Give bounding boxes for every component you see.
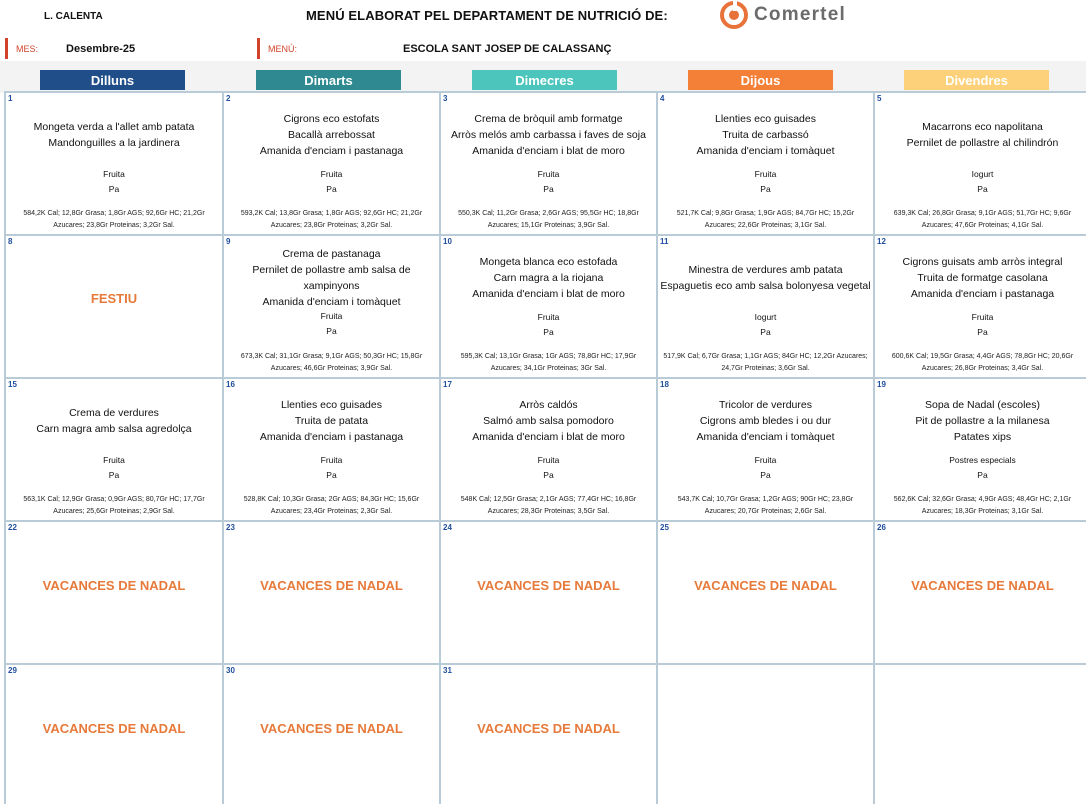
dishes-list bbox=[658, 397, 873, 445]
extra-line: Fruita bbox=[537, 455, 560, 465]
extra-line: Pa bbox=[543, 184, 554, 194]
dish-line: Truita de patata bbox=[294, 415, 369, 427]
extra-line: Pa bbox=[977, 327, 988, 337]
dish-line: Crema de bròquil amb formatge bbox=[474, 113, 623, 125]
extra-line: Pa bbox=[543, 327, 554, 337]
day-number: 3 bbox=[443, 94, 448, 103]
dish-line: Amanida d'enciam i pastanaga bbox=[259, 431, 404, 443]
day-cell bbox=[6, 379, 222, 520]
extras-list bbox=[875, 167, 1086, 197]
day-number: 11 bbox=[660, 237, 669, 246]
extra-line: Fruita bbox=[103, 455, 125, 465]
menu-value: ESCOLA SANT JOSEP DE CALASSANÇ bbox=[403, 42, 612, 55]
day-cell bbox=[224, 665, 439, 806]
dish-line: Amanida d'enciam i tomàquet bbox=[696, 431, 835, 443]
dishes-list bbox=[441, 111, 656, 159]
dishes-list bbox=[224, 246, 439, 310]
menu-label: MENÚ: bbox=[268, 43, 297, 54]
day-cell bbox=[658, 522, 873, 663]
dish-line: Mongeta blanca eco estofada bbox=[479, 256, 618, 268]
day-cell bbox=[224, 522, 439, 663]
day-cell bbox=[441, 665, 656, 806]
dishes-list bbox=[224, 111, 439, 159]
dish-line: Pit de pollastre a la milanesa bbox=[915, 415, 1050, 427]
day-number: 29 bbox=[8, 666, 17, 675]
extra-line: Fruita bbox=[320, 311, 343, 321]
dish-line: Crema de pastanaga bbox=[282, 248, 381, 260]
extra-line: Fruita bbox=[754, 455, 777, 465]
day-header-monday: Dilluns bbox=[40, 70, 185, 90]
dish-line: Pernilet de pollastre amb salsa de bbox=[252, 264, 411, 276]
extra-line: Fruita bbox=[320, 455, 343, 465]
brand-logo bbox=[720, 0, 846, 30]
dish-line: Carn magra a la riojana bbox=[493, 272, 604, 284]
holiday-label: VACANCES DE NADAL bbox=[42, 578, 186, 593]
day-cell bbox=[658, 379, 873, 520]
extras-list bbox=[441, 453, 656, 483]
day-number: 24 bbox=[443, 523, 452, 532]
dish-line: Carn magra amb salsa agredolça bbox=[36, 423, 192, 435]
holiday-label: VACANCES DE NADAL bbox=[260, 721, 403, 736]
dishes-list bbox=[658, 111, 873, 159]
extra-line: Pa bbox=[977, 470, 988, 480]
extra-line: Fruita bbox=[103, 169, 125, 179]
nutrition-info: 593,2K Cal; 13,8Gr Grasa; 1,8Gr AGS; 92,6Gr HC; 21,2Gr Azucares; 23,8Gr Proteinas; 3,2Gr Sal. bbox=[240, 210, 423, 229]
day-cell bbox=[441, 522, 656, 663]
extras-list bbox=[658, 310, 873, 340]
day-cell bbox=[441, 379, 656, 520]
day-cell bbox=[224, 93, 439, 234]
day-cell bbox=[6, 522, 222, 663]
nutrition-info: 528,8K Cal; 10,3Gr Grasa; 2Gr AGS; 84,3Gr HC; 15,6Gr Azucares; 23,4Gr Proteinas; 2,3Gr Sal. bbox=[243, 496, 420, 515]
dish-line: Espaguetis eco amb salsa bolonyesa vegetal bbox=[660, 280, 871, 292]
dishes-list bbox=[6, 405, 222, 437]
dishes-list bbox=[6, 119, 222, 151]
dishes-list bbox=[875, 397, 1086, 445]
dish-line: xampinyons bbox=[303, 280, 360, 292]
dish-line: Amanida d'enciam i blat de moro bbox=[472, 288, 625, 300]
holiday-label: VACANCES DE NADAL bbox=[260, 578, 403, 593]
dish-line: Salmó amb salsa pomodoro bbox=[483, 415, 614, 427]
extra-line: Fruita bbox=[971, 312, 994, 322]
day-number: 18 bbox=[660, 380, 669, 389]
extra-line: Iogurt bbox=[971, 169, 994, 179]
dishes-list bbox=[441, 397, 656, 445]
extra-line: Postres especials bbox=[949, 455, 1016, 465]
extra-line: Fruita bbox=[537, 312, 560, 322]
extra-line: Pa bbox=[760, 470, 771, 480]
extras-list bbox=[224, 167, 439, 197]
dish-line: Cigrons guisats amb arròs integral bbox=[902, 256, 1063, 268]
dish-line: Arròs melós amb carbassa i faves de soja bbox=[451, 129, 646, 141]
month-value: Desembre-25 bbox=[66, 42, 136, 55]
day-cell bbox=[658, 665, 873, 806]
holiday-label: VACANCES DE NADAL bbox=[694, 578, 837, 593]
day-cell bbox=[6, 236, 222, 377]
extras-list bbox=[224, 309, 439, 339]
dish-line: Truita de carbassó bbox=[722, 129, 809, 141]
holiday-label: VACANCES DE NADAL bbox=[42, 721, 186, 736]
dish-line: Truita de formatge casolana bbox=[917, 272, 1048, 284]
day-number: 9 bbox=[226, 237, 231, 246]
school-short-label: L. CALENTA bbox=[44, 11, 103, 22]
nutrition-info: 563,1K Cal; 12,9Gr Grasa; 0,9Gr AGS; 80,7Gr HC; 17,7Gr Azucares; 25,6Gr Proteinas; 2,9Gr Sal. bbox=[23, 496, 205, 515]
extra-line: Iogurt bbox=[754, 312, 777, 322]
dish-line: Amanida d'enciam i tomàquet bbox=[696, 145, 835, 157]
extras-list bbox=[6, 167, 222, 197]
day-number: 8 bbox=[8, 237, 13, 246]
extra-line: Pa bbox=[760, 327, 771, 337]
extra-line: Pa bbox=[760, 184, 771, 194]
nutrition-info: 595,3K Cal; 13,1Gr Grasa; 1Gr AGS; 78,8Gr HC; 17,9Gr Azucares; 34,1Gr Proteinas; 3Gr Sal. bbox=[460, 353, 637, 372]
holiday-label: FESTIU bbox=[90, 291, 138, 306]
day-number: 2 bbox=[226, 94, 231, 103]
menu-calendar-grid bbox=[4, 91, 1086, 804]
dishes-list bbox=[875, 119, 1086, 151]
day-cell bbox=[875, 379, 1086, 520]
dish-line: Arròs caldós bbox=[519, 399, 578, 411]
holiday-label: VACANCES DE NADAL bbox=[477, 578, 620, 593]
dish-line: Amanida d'enciam i pastanaga bbox=[910, 288, 1055, 300]
day-cell bbox=[6, 93, 222, 234]
day-header-friday: Divendres bbox=[904, 70, 1049, 90]
extra-line: Pa bbox=[543, 470, 554, 480]
extras-list bbox=[6, 453, 222, 483]
menu-field bbox=[257, 38, 1085, 59]
extra-line: Pa bbox=[326, 184, 337, 194]
nutrition-info: 639,3K Cal; 26,8Gr Grasa; 9,1Gr AGS; 51,7Gr HC; 9,6Gr Azucares; 47,6Gr Proteinas; 4,1Gr Sal. bbox=[893, 210, 1072, 229]
day-number: 4 bbox=[660, 94, 665, 103]
dish-line: Pernilet de pollastre al chilindrón bbox=[906, 137, 1059, 149]
day-number: 10 bbox=[443, 237, 452, 246]
dish-line: Patates xips bbox=[953, 431, 1012, 443]
nutrition-info: 584,2K Cal; 12,8Gr Grasa; 1,8Gr AGS; 92,6Gr HC; 21,2Gr Azucares; 23,8Gr Proteinas; 3,2Gr Sal. bbox=[23, 210, 205, 229]
page-title: MENÚ ELABORAT PEL DEPARTAMENT DE NUTRICIÓ DE: bbox=[306, 8, 668, 23]
nutrition-info: 562,6K Cal; 32,6Gr Grasa; 4,9Gr AGS; 48,4Gr HC; 2,1Gr Azucares; 18,3Gr Proteinas; 3,1Gr Sal. bbox=[893, 496, 1072, 515]
day-cell bbox=[658, 93, 873, 234]
extras-list bbox=[658, 453, 873, 483]
dish-line: Cigrons eco estofats bbox=[283, 113, 380, 125]
extra-line: Pa bbox=[108, 184, 120, 194]
day-cell bbox=[441, 236, 656, 377]
day-number: 19 bbox=[877, 380, 886, 389]
dish-line: Mandonguilles a la jardinera bbox=[48, 137, 180, 149]
day-number: 26 bbox=[877, 523, 886, 532]
extra-line: Fruita bbox=[320, 169, 343, 179]
extras-list bbox=[441, 310, 656, 340]
holiday-label: VACANCES DE NADAL bbox=[911, 578, 1054, 593]
dish-line: Amanida d'enciam i pastanaga bbox=[259, 145, 404, 157]
day-number: 15 bbox=[8, 380, 17, 389]
day-number: 25 bbox=[660, 523, 669, 532]
dishes-list bbox=[224, 397, 439, 445]
day-number: 16 bbox=[226, 380, 235, 389]
day-header-wednesday: Dimecres bbox=[472, 70, 617, 90]
day-number: 30 bbox=[226, 666, 235, 675]
month-field bbox=[5, 38, 220, 59]
extras-list bbox=[875, 453, 1086, 483]
nutrition-info: 543,7K Cal; 10,7Gr Grasa; 1,2Gr AGS; 90Gr HC; 23,8Gr Azucares; 20,7Gr Proteinas; 2,6Gr Sal. bbox=[677, 496, 854, 515]
holiday-label: VACANCES DE NADAL bbox=[477, 721, 620, 736]
dishes-list bbox=[441, 254, 656, 302]
dish-line: Sopa de Nadal (escoles) bbox=[925, 399, 1040, 411]
extra-line: Pa bbox=[108, 470, 120, 480]
extra-line: Fruita bbox=[537, 169, 560, 179]
dish-line: Minestra de verdures amb patata bbox=[688, 264, 843, 276]
extras-list bbox=[441, 167, 656, 197]
extra-line: Pa bbox=[326, 470, 337, 480]
day-header-thursday: Dijous bbox=[688, 70, 833, 90]
day-cell bbox=[875, 236, 1086, 377]
extra-line: Pa bbox=[326, 326, 337, 336]
day-number: 23 bbox=[226, 523, 235, 532]
nutrition-info: 550,3K Cal; 11,2Gr Grasa; 2,6Gr AGS; 95,5Gr HC; 18,8Gr Azucares; 15,1Gr Proteinas; 3,9Gr Sal. bbox=[458, 210, 639, 229]
day-cell bbox=[658, 236, 873, 377]
dish-line: Llenties eco guisades bbox=[281, 399, 382, 411]
dish-line: Tricolor de verdures bbox=[719, 399, 812, 411]
day-number: 17 bbox=[443, 380, 452, 389]
month-label: MES: bbox=[16, 43, 39, 54]
day-cell bbox=[875, 665, 1086, 806]
nutrition-info: 673,3K Cal; 31,1Gr Grasa; 9,1Gr AGS; 50,3Gr HC; 15,8Gr Azucares; 46,6Gr Proteinas; 3,9Gr Sal. bbox=[240, 353, 423, 372]
day-cell bbox=[224, 379, 439, 520]
nutrition-info: 548K Cal; 12,5Gr Grasa; 2,1Gr AGS; 77,4Gr HC; 16,8Gr Azucares; 28,3Gr Proteinas; 3,5Gr Sal. bbox=[460, 496, 637, 515]
day-number: 31 bbox=[443, 666, 452, 675]
dishes-list bbox=[658, 262, 873, 294]
nutrition-info: 517,9K Cal; 6,7Gr Grasa; 1,1Gr AGS; 84Gr HC; 12,2Gr Azucares; 24,7Gr Proteinas; 3,6Gr Sal. bbox=[663, 353, 868, 372]
day-cell bbox=[6, 665, 222, 806]
day-cell bbox=[875, 522, 1086, 663]
dish-line: Amanida d'enciam i blat de moro bbox=[472, 431, 625, 443]
extras-list bbox=[658, 167, 873, 197]
brand-logo-icon bbox=[720, 1, 748, 29]
extra-line: Pa bbox=[977, 184, 988, 194]
dishes-list bbox=[875, 254, 1086, 302]
brand-name: Comertel bbox=[754, 4, 846, 25]
day-number: 12 bbox=[877, 237, 886, 246]
day-cell bbox=[875, 93, 1086, 234]
day-number: 5 bbox=[877, 94, 882, 103]
extras-list bbox=[875, 310, 1086, 340]
dish-line: Amanida d'enciam i blat de moro bbox=[472, 145, 625, 157]
dish-line: Macarrons eco napolitana bbox=[922, 121, 1043, 133]
dish-line: Bacallà arrebossat bbox=[288, 129, 375, 141]
dish-line: Cigrons amb bledes i ou dur bbox=[699, 415, 832, 427]
extras-list bbox=[224, 453, 439, 483]
day-number: 1 bbox=[8, 94, 13, 103]
extra-line: Fruita bbox=[754, 169, 777, 179]
day-cell bbox=[441, 93, 656, 234]
dish-line: Amanida d'enciam i tomàquet bbox=[262, 296, 401, 308]
day-header-tuesday: Dimarts bbox=[256, 70, 401, 90]
nutrition-info: 600,6K Cal; 19,5Gr Grasa; 4,4Gr AGS; 78,8Gr HC; 20,6Gr Azucares; 26,8Gr Proteinas; 3,4Gr Sal. bbox=[891, 353, 1074, 372]
dish-line: Llenties eco guisades bbox=[715, 113, 816, 125]
day-number: 22 bbox=[8, 523, 17, 532]
dish-line: Mongeta verda a l'allet amb patata bbox=[33, 121, 195, 133]
nutrition-info: 521,7K Cal; 9,8Gr Grasa; 1,9Gr AGS; 84,7Gr HC; 15,2Gr Azucares; 22,6Gr Proteinas; 3,1Gr Sal. bbox=[676, 210, 855, 229]
dish-line: Crema de verdures bbox=[69, 407, 159, 419]
day-cell bbox=[224, 236, 439, 377]
